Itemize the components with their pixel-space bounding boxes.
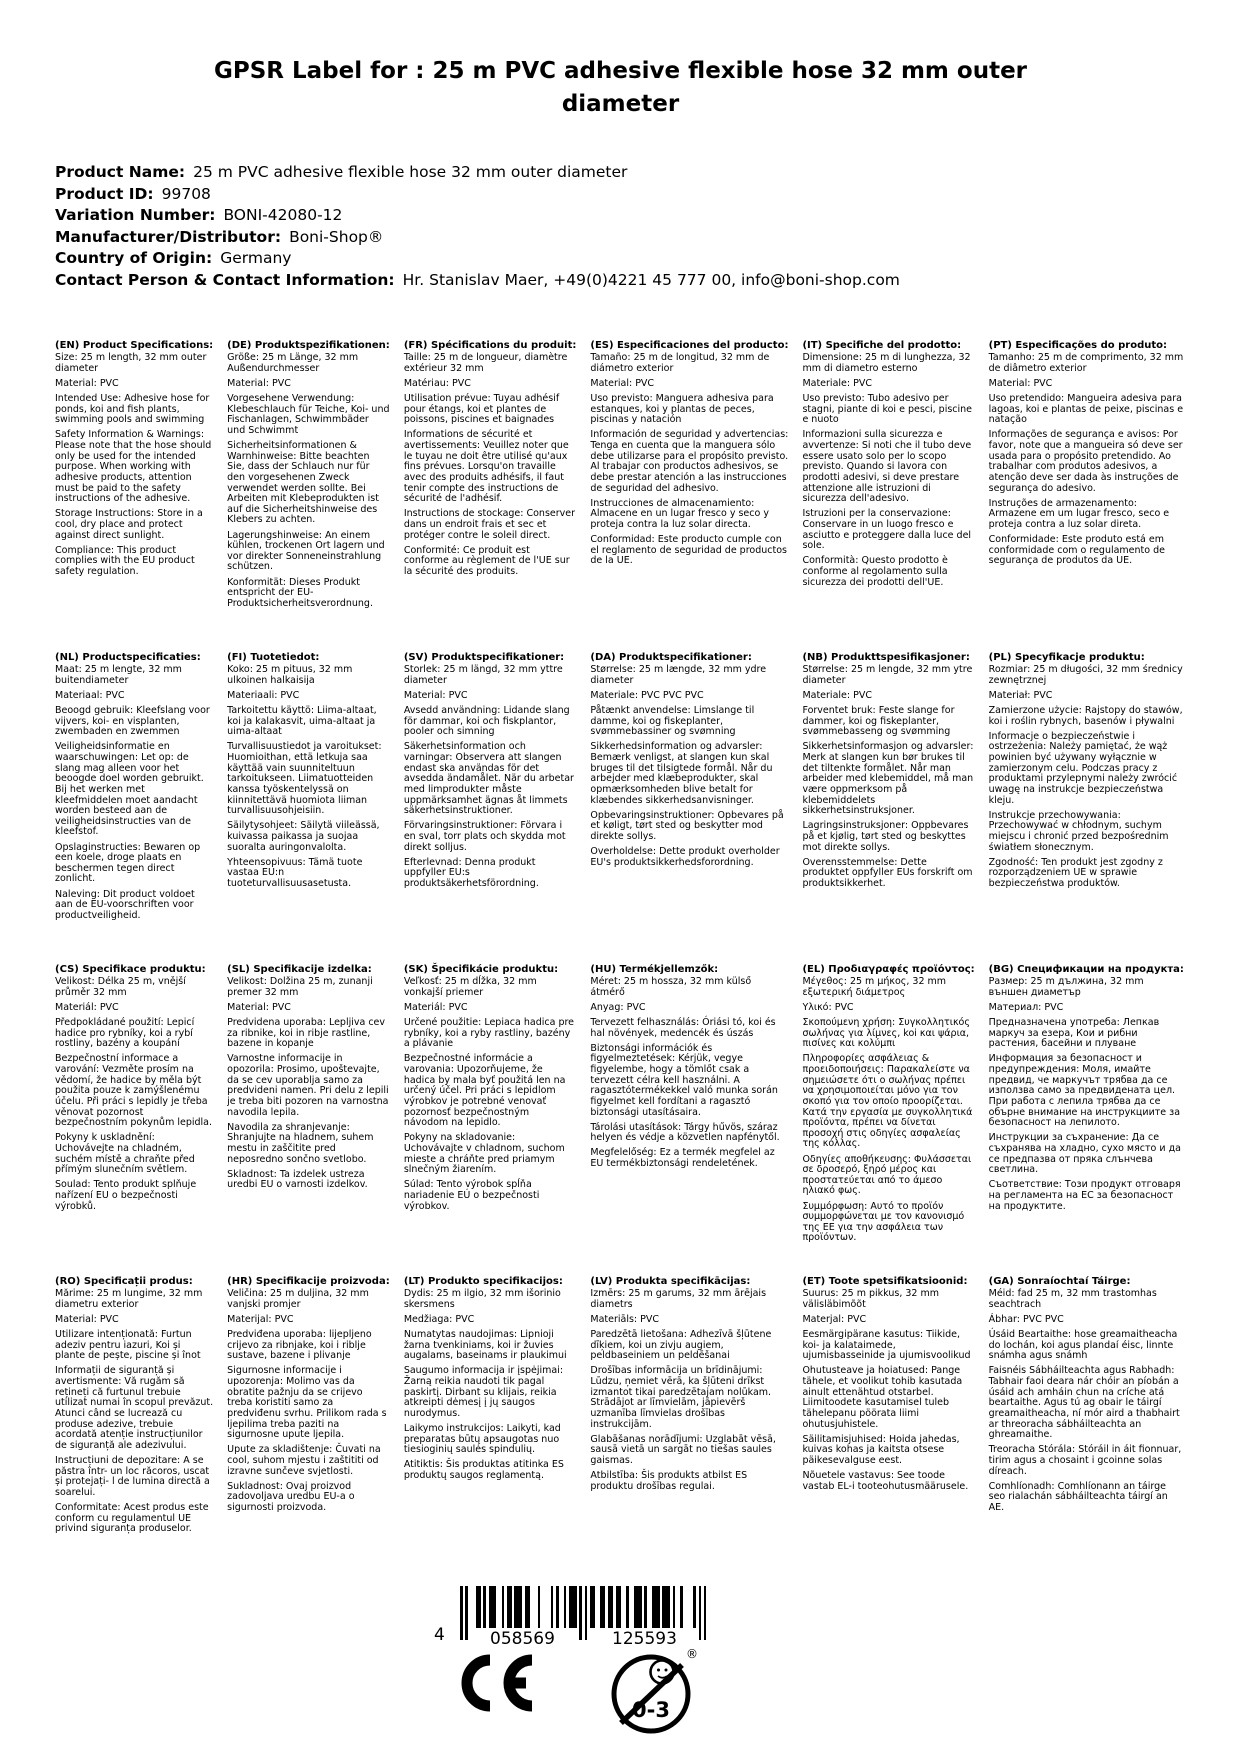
block-paragraph: Ohutusteave ja hoiatused: Pange tähele, et voolikut tohib kasutada ainult ettenähtud otstarbel. Liimitoodete kasutamisel tuleb tähelepanu pöörata liimi ohutusjuhistele. — [802, 1365, 963, 1430]
block-paragraph: Matériau: PVC — [403, 377, 471, 389]
info-value: Germany — [220, 249, 292, 267]
block-paragraph: Velikost: Délka 25 m, vnější průměr 32 mm — [55, 976, 186, 998]
block-paragraph: Informacje o bezpieczeństwie i ostrzeżenia: Należy pamiętać, że wąż powinien być używany wyłącznie w zamierzonym celu. Podczas pracy z produktami przylepnymi należy zwrócić uwagę na instrukcje bezpieczeństwa kleju. — [988, 730, 1178, 806]
block-paragraph: Vorgesehene Verwendung: Klebeschlauch für Teiche, Koi- und Fischanlagen, Schwimmbäder und Schwimmt — [227, 393, 390, 436]
block-title: (DE) Produktspezifikationen: — [227, 340, 390, 351]
block-title: (HR) Specifikacije proizvoda: — [227, 1276, 390, 1287]
block-paragraph: Lagerungshinweise: An einem kühlen, trockenen Ort lagern und vor direkter Sonneneinstrahlung schützen. — [227, 529, 385, 573]
barcode-digits-right: 125593 — [612, 1629, 677, 1649]
block-paragraph: Påtænkt anvendelse: Limslange til damme, koi og fiskeplanter, svømmebassiner og svømning — [590, 705, 755, 738]
block-paragraph: Sikkerhetsinformasjon og advarsler: Merk at slangen kun bør brukes til det tiltenkte formålet. Når man arbeider med klebemiddel, må man være oppmerksom på klebemiddelets sikkerhetsinstruksjoner. — [802, 741, 974, 817]
block-paragraph: Forventet bruk: Feste slange for dammer, koi og fiskeplanter, svømmebasseng og svømming — [802, 705, 955, 738]
block-paragraph: Varnostne informacije in opozorila: Prosimo, upoštevajte, da se cev uporablja samo za predvideni namen. Pri delu z lepili je treba biti pozoren na varnostna navodila lepila. — [227, 1053, 389, 1118]
block-paragraph: Conformità: Questo prodotto è conforme al regolamento sulla sicurezza dei prodotti dell'UE. — [802, 555, 948, 588]
product-info-section — [55, 162, 900, 291]
block-title: (SL) Specifikacije izdelka: — [227, 964, 372, 975]
block-paragraph: Avsedd användning: Lidande slang för dammar, koi och fiskplantor, pooler och simning — [403, 705, 570, 738]
block-paragraph: Sicherheitsinformationen & Warnhinweise: Bitte beachten Sie, dass der Schlauch nur für den vorgesehenen Zweck verwendet werden sollte. Bei Arbeiten mit Klebeprodukten ist auf die Sicherheitshinweise des Klebers zu achten. — [227, 440, 379, 526]
block-paragraph: Storage Instructions: Store in a cool, dry place and protect against direct sunlight. — [55, 508, 203, 541]
lang-block-fr — [404, 340, 577, 652]
block-paragraph: Overensstemmelse: Dette produktet oppfyller EUs forskrift om produktsikkerhet. — [802, 856, 973, 889]
block-paragraph: Předpokládané použití: Lepicí hadice pro rybníky, koi a rybí rostliny, bazény a koupání — [55, 1017, 195, 1050]
block-paragraph: Größe: 25 m Länge, 32 mm Außendurchmesser — [227, 352, 359, 374]
info-value: BONI-42080-12 — [223, 206, 343, 224]
info-label: Product ID: — [55, 184, 154, 203]
block-paragraph: Rozmiar: 25 m długości, 32 mm średnicy zewnętrznej — [988, 664, 1183, 686]
block-paragraph: Πληροφορίες ασφάλειας & προειδοποιήσεις: Παρακαλείστε να σημειώσετε ότι ο σωλήνας πρέπει να χρησιμοποιείται μόνο για τον σκοπό για τον οποίο προορίζεται. Κατά την εργασία με συγκολλητικά προϊόντα, πρέπει να δίνεται προσοχή στις οδηγίες ασφαλείας της κόλλας. — [802, 1053, 973, 1150]
block-paragraph: Información de seguridad y advertencias: Tenga en cuenta que la manguera sólo debe utilizarse para el propósito previsto. Al trabajar con productos adhesivos, se debe prestar atención a las instrucciones de seguridad del adhesivo. — [590, 429, 789, 494]
block-paragraph: Tarkoitettu käyttö: Liima-altaat, koi ja kalakasvit, uima-altaat ja uima-altaat — [227, 705, 377, 738]
lang-block-pt — [989, 340, 1184, 652]
block-paragraph: Material: PVC — [55, 1313, 119, 1325]
block-paragraph: Glabāšanas norādījumi: Uzglabāt vēsā, sausā vietā un sargāt no tiešas saules gaismas. — [590, 1433, 776, 1466]
barcode-bar — [704, 1586, 707, 1640]
block-paragraph: Instructions de stockage: Conserver dans un endroit frais et sec et protéger contre le soleil direct. — [403, 508, 576, 541]
block-paragraph: Zgodność: Ten produkt jest zgodny z rozporządzeniem UE w sprawie bezpieczeństwa produktów. — [988, 856, 1163, 889]
block-paragraph: Intended Use: Adhesive hose for ponds, koi and fish plants, swimming pools and swimming — [55, 393, 210, 426]
block-paragraph: Uso previsto: Tubo adesivo per stagni, piante di koi e pesci, piscine e nuoto — [802, 393, 973, 426]
info-label: Variation Number: — [55, 206, 216, 224]
lang-block-sk — [404, 964, 577, 1276]
block-paragraph: Anyag: PVC — [590, 1001, 646, 1013]
block-paragraph: Overholdelse: Dette produkt overholder EU's produktsikkerhedsforordning. — [590, 846, 780, 868]
block-title: (SV) Produktspecifikationer: — [403, 652, 565, 663]
block-paragraph: Σκοπούμενη χρήση: Συγκολλητικός σωλήνας για λίμνες, koi και ψάρια, πισίνες και κολύμπι — [802, 1017, 970, 1050]
block-paragraph: Säkerhetsinformation och varningar: Observera att slangen endast ska användas för det avsedda ändamålet. När du arbetar med limprodukter måste uppmärksamhet ägnas åt limmets säkerhetsinstruktioner. — [403, 741, 574, 817]
block-paragraph: Drošības informācija un brīdinājumi: Lūdzu, ņemiet vērā, ka šļūteni drīkst izmantot tikai paredzētajam nolūkam. Strādājot ar līmvielām, jāpievērš uzmanība līmvielas drošības instrukcijām. — [590, 1365, 772, 1430]
block-paragraph: Veiligheidsinformatie en waarschuwingen: Let op: de slang mag alleen voor het beoogde doel worden gebruikt. Bij het werken met kleefmiddelen moet aandacht worden besteed aan de veiligheidsinstructies van de kleefstof. — [55, 741, 204, 838]
lang-block-ro — [55, 1276, 213, 1588]
block-paragraph: Mărime: 25 m lungime, 32 mm diametru exterior — [55, 1288, 203, 1310]
block-paragraph: Material: PVC — [227, 1001, 291, 1013]
block-paragraph: Méret: 25 m hossza, 32 mm külső átmérő — [590, 976, 752, 998]
block-paragraph: Informații de siguranță și avertismente: Vă rugăm să rețineți că furtunul trebuie utilizat numai în scopul prevăzut. Atunci când se lucrează cu produse adezive, trebuie acordată atenție instrucțiunilor de siguranță ale adezivului. — [55, 1365, 214, 1451]
block-paragraph: Veľkosť: 25 m dĺžka, 32 mm vonkajší priemer — [403, 976, 537, 998]
lang-block-pl — [989, 652, 1184, 964]
block-paragraph: Megfelelőség: Ez a termék megfelel az EU termékbiztonsági rendeletének. — [590, 1147, 775, 1170]
block-paragraph: Материал: PVC — [988, 1001, 1064, 1013]
block-paragraph: Materijal: PVC — [227, 1313, 294, 1325]
block-title: (FI) Tuotetiedot: — [227, 652, 320, 663]
block-paragraph: Efterlevnad: Denna produkt uppfyller EU:s produktsäkerhetsförordning. — [403, 856, 539, 889]
block-paragraph: Velikost: Dolžina 25 m, zunanji premer 32 mm — [227, 976, 373, 998]
block-paragraph: Informações de segurança e avisos: Por favor, note que a mangueira só deve ser usada para o propósito pretendido. Ao trabalhar com produtos adesivos, a atenção deve ser dada às instruções de segurança do adesivo. — [988, 429, 1183, 494]
info-value: Hr. Stanislav Maer, +49(0)4221 45 777 00, info@boni-shop.com — [402, 270, 900, 289]
block-paragraph: Uso previsto: Manguera adhesiva para estanques, koi y plantas de peces, piscinas y natación — [590, 393, 774, 426]
language-specs-grid — [55, 340, 1184, 1588]
block-title: (BG) Спецификации на продукта: — [988, 964, 1184, 975]
lang-block-hu — [590, 964, 788, 1276]
product-info-row — [55, 184, 900, 206]
block-paragraph: Ábhar: PVC PVC — [988, 1313, 1064, 1325]
block-title: (RO) Specificații produs: — [55, 1276, 193, 1287]
block-paragraph: Säilytysohjeet: Säilytä viileässä, kuivassa paikassa ja suojaa suoralta auringonvalolta. — [227, 820, 380, 853]
barcode-digits-left: 058569 — [490, 1629, 555, 1649]
block-paragraph: Conformité: Ce produit est conforme au règlement de l'UE sur la sécurité des produits. — [403, 544, 570, 577]
block-title: (LT) Produkto specifikacijos: — [403, 1276, 563, 1287]
block-paragraph: Taille: 25 m de longueur, diamètre extérieur 32 mm — [403, 352, 568, 374]
info-label: Manufacturer/Distributor: — [55, 227, 282, 246]
block-paragraph: Υλικό: PVC — [802, 1001, 854, 1013]
block-paragraph: Förvaringsinstruktioner: Förvara i en sval, torr plats och skydda mot direkt solljus. — [403, 820, 566, 853]
block-paragraph: Skladnost: Ta izdelek ustreza uredbi EU o varnosti izdelkov. — [227, 1168, 368, 1191]
block-paragraph: Bezpečnostní informace a varování: Vezměte prosím na vědomí, že hadice by měla být použita pouze k zamýšlenému účelu. Při práci s lepidly je třeba věnovat pozornost bezpečnostním pokynům lepidla. — [55, 1053, 213, 1129]
block-paragraph: Sigurnosne informacije i upozorenja: Molimo vas da obratite pažnju da se crijevo treba koristiti samo za predviđenu svrhu. Prilikom rada s ljepilima treba paziti na sigurnosne upute ljepila. — [227, 1365, 387, 1441]
block-paragraph: Инструкции за съхранение: Да се съхранява на хладно, сухо място и да се предпазва от пряка слънчева светлина. — [988, 1132, 1181, 1176]
block-paragraph: Konformität: Dieses Produkt entspricht der EU-Produktsicherheitsverordnung. — [227, 576, 373, 609]
ce-mark-icon — [455, 1652, 537, 1718]
block-paragraph: Medžiaga: PVC — [403, 1313, 475, 1325]
block-paragraph: Material: PVC — [403, 689, 468, 701]
block-paragraph: Material: PVC — [988, 377, 1053, 389]
block-paragraph: Compliance: This product complies with the EU product safety regulation. — [55, 544, 195, 577]
info-label: Contact Person & Contact Information: — [55, 270, 395, 289]
block-paragraph: Yhteensopivuus: Tämä tuote vastaa EU:n tuoteturvallisuusasetusta. — [227, 856, 363, 889]
block-paragraph: Úsáid Beartaithe: hose greamaitheacha do lochán, koi agus plandaí éisc, linnte snámha agus snámh — [988, 1329, 1178, 1362]
block-paragraph: Συμμόρφωση: Αυτό το προϊόν συμμορφώνεται με τον κανονισμό της ΕΕ για την ασφάλεια των προϊόντων. — [802, 1200, 965, 1244]
block-title: (SK) Špecifikácie produktu: — [403, 964, 559, 975]
lang-block-bg — [989, 964, 1184, 1276]
block-paragraph: Instrukcje przechowywania: Przechowywać w chłodnym, suchym miejscu i chronić przed bezpośrednim światłem słonecznym. — [988, 809, 1169, 853]
block-paragraph: Sukladnost: Ovaj proizvod zadovoljava uredbu EU-a o sigurnosti proizvoda. — [227, 1480, 355, 1513]
block-paragraph: Bezpečnostné informácie a varovania: Upozorňujeme, že hadica by mala byť použitá len na určený účel. Pri práci s lepidlom výrobkov je potrebné venovať pozornosť bezpečnostným návodom na lepidlo. — [403, 1053, 566, 1129]
block-paragraph: Materiaali: PVC — [227, 689, 300, 701]
block-paragraph: Istruzioni per la conservazione: Conservare in un luogo fresco e asciutto e proteggere dalla luce del sole. — [802, 508, 972, 552]
block-paragraph: Treoracha Stórála: Stóráil in áit fionnuar, tirim agus a chosaint i gcoinne solas díreach. — [988, 1444, 1182, 1477]
block-paragraph: Предназначена употреба: Лепкав маркуч за езера, Кои и рибни растения, басейни и плуване — [988, 1017, 1160, 1050]
block-title: (EL) Προδιαγραφές προϊόντος: — [802, 964, 975, 975]
block-paragraph: Οδηγίες αποθήκευσης: Φυλάσσεται σε δροσερό, ξηρό μέρος και προστατεύεται από το άμεσο ηλιακό φως. — [802, 1153, 972, 1197]
block-paragraph: Размер: 25 m дължина, 32 mm външен диаметър — [988, 976, 1144, 998]
block-paragraph: Μέγεθος: 25 m μήκος, 32 mm εξωτερική διάμετρος — [802, 976, 947, 998]
block-paragraph: Koko: 25 m pituus, 32 mm ulkoinen halkaisija — [227, 664, 353, 686]
lang-block-lt — [404, 1276, 577, 1588]
lang-block-sl — [227, 964, 390, 1276]
block-paragraph: Izmērs: 25 m garums, 32 mm ārējais diametrs — [590, 1288, 767, 1310]
block-title: (ES) Especificaciones del producto: — [590, 340, 789, 351]
block-paragraph: Uso pretendido: Mangueira adesiva para lagoas, koi e plantas de peixe, piscinas e natação — [988, 393, 1184, 426]
block-paragraph: Materiale: PVC — [802, 689, 872, 701]
block-paragraph: Upute za skladištenje: Čuvati na cool, suhom mjestu i zaštititi od izravne sunčeve svjetlosti. — [227, 1444, 381, 1477]
block-paragraph: Sikkerhedsinformation og advarsler: Bemærk venligst, at slangen kun skal bruges til det tilsigtede formål. Når du arbejder med klæbeprodukter, skal opmærksomheden blive betalt for klæbendes sikkerhedsanvisninger. — [590, 741, 773, 806]
block-paragraph: Materjal: PVC — [802, 1313, 867, 1325]
block-paragraph: Atbilstība: Šis produkts atbilst ES produktu drošības regulai. — [590, 1470, 748, 1492]
block-paragraph: Materiale: PVC — [802, 377, 872, 389]
block-paragraph: Pokyny k uskladnění: Uchovávejte na chladném, suchém místě a chraňte před přímým slunečním světlem. — [55, 1132, 195, 1176]
block-title: (FR) Spécifications du produit: — [403, 340, 577, 351]
lang-block-hr — [227, 1276, 390, 1588]
lang-block-it — [802, 340, 974, 652]
block-paragraph: Tervezett felhasználás: Óriási tó, koi és hal növények, medencék és úszás — [590, 1017, 776, 1039]
block-paragraph: Conformitate: Acest produs este conform cu regulamentul UE privind siguranța produselor. — [55, 1501, 209, 1535]
block-paragraph: Predvidena uporaba: Lepljiva cev za ribnike, koi in ribje rastline, bazene in kopanje — [227, 1017, 386, 1050]
block-paragraph: Dydis: 25 m ilgio, 32 mm išorinio skersmens — [403, 1288, 561, 1310]
block-paragraph: Méid: fad 25 m, 32 mm trastomhas seachtrach — [988, 1288, 1157, 1310]
lang-block-et — [802, 1276, 974, 1588]
block-paragraph: Съответствие: Този продукт отговаря на регламента на ЕС за безопасност на продуктите. — [988, 1179, 1181, 1212]
block-paragraph: Instrucțiuni de depozitare: A se păstra într- un loc răcoros, uscat și protejați- l de lumina directă a soarelui. — [55, 1454, 210, 1498]
lang-block-el — [802, 964, 974, 1276]
block-paragraph: Tamanho: 25 m de comprimento, 32 mm de diâmetro exterior — [988, 352, 1184, 374]
lang-block-nb — [802, 652, 974, 964]
block-paragraph: Opbevaringsinstruktioner: Opbevares på et køligt, tørt sted og beskytter mod direkte sollys. — [590, 809, 784, 842]
block-paragraph: Navodila za shranjevanje: Shranjujte na hladnem, suhem mestu in zaščitite pred neposredno sončno svetlobo. — [227, 1121, 374, 1165]
lang-block-sv — [404, 652, 577, 964]
product-info-row — [55, 205, 900, 227]
block-paragraph: Størrelse: 25 m længde, 32 mm ydre diameter — [590, 664, 767, 686]
block-paragraph: Dimensione: 25 m di lunghezza, 32 mm di diametro esterno — [802, 352, 971, 374]
info-label: Product Name: — [55, 163, 186, 181]
block-paragraph: Súlad: Tento výrobok spĺňa nariadenie EÚ o bezpečnosti výrobkov. — [403, 1179, 540, 1212]
lang-block-da — [590, 652, 788, 964]
block-paragraph: Materiaal: PVC — [55, 689, 125, 701]
info-value: Boni-Shop® — [289, 227, 384, 246]
block-paragraph: Materiale: PVC PVC PVC — [590, 689, 704, 701]
block-paragraph: Информация за безопасност и предупреждения: Моля, имайте предвид, че маркучът трябва да се използва само за предвидената цел. При работа с лепила трябва да се обърне внимание на инструкциите за безопасност на лепилото. — [988, 1053, 1181, 1129]
info-value: 25 m PVC adhesive flexible hose 32 mm outer diameter — [193, 163, 628, 181]
product-info-row — [55, 227, 900, 249]
block-paragraph: Conformidade: Este produto está em conformidade com o regulamento de segurança de produtos da UE. — [988, 534, 1165, 567]
barcode-digit-lead: 4 — [434, 1625, 445, 1645]
block-paragraph: Nõuetele vastavus: See toode vastab EL-i tooteohutusmäärusele. — [802, 1470, 969, 1492]
block-paragraph: Naleving: Dit product voldoet aan de EU-voorschriften voor productveiligheid. — [55, 888, 195, 921]
block-paragraph: Storlek: 25 m längd, 32 mm yttre diameter — [403, 664, 563, 686]
lang-block-en — [55, 340, 213, 652]
info-label: Country of Origin: — [55, 249, 213, 267]
block-paragraph: Informations de sécurité et avertissements: Veuillez noter que le tuyau ne doit être utilisé qu'aux fins prévues. Lorsqu'on travaille avec des produits adhésifs, il faut tenir compte des instructions de sécurité de l'adhésif. — [403, 429, 569, 505]
product-info-row — [55, 270, 900, 292]
block-paragraph: Material: PVC — [227, 377, 291, 389]
lang-block-es — [590, 340, 788, 652]
block-paragraph: Safety Information & Warnings: Please note that the hose should only be used for the intended purpose. When working with adhesive products, attention must be paid to the safety instructions of the adhesive. — [55, 429, 212, 505]
block-paragraph: Určené použitie: Lepiaca hadica pre rybníky, koi a ryby rastliny, bazény a plávanie — [403, 1017, 575, 1050]
block-paragraph: Material: PVC — [590, 377, 655, 389]
block-title: (PT) Especificações do produto: — [988, 340, 1167, 351]
block-title: (NL) Productspecificaties: — [55, 652, 201, 663]
lang-block-ga — [989, 1276, 1184, 1588]
block-paragraph: Soulad: Tento produkt splňuje nařízení EU o bezpečnosti výrobků. — [55, 1179, 197, 1212]
block-paragraph: Veličina: 25 m duljina, 32 mm vanjski promjer — [227, 1288, 369, 1310]
block-paragraph: Lagringsinstruksjoner: Oppbevares på et kjølig, tørt sted og beskyttes mot direkte sollys. — [802, 820, 969, 853]
block-title: (PL) Specyfikacje produktu: — [988, 652, 1145, 663]
block-paragraph: Materiał: PVC — [988, 689, 1053, 701]
block-title: (LV) Produkta specifikācijas: — [590, 1276, 751, 1287]
block-title: (HU) Termékjellemzők: — [590, 964, 719, 975]
block-paragraph: Informazioni sulla sicurezza e avvertenze: Si noti che il tubo deve essere usato solo per lo scopo previsto. Quando si lavora con prodotti adesivi, si deve prestare attenzione alle istruzioni di sicurezza dell'adesivo. — [802, 429, 972, 505]
lang-block-de — [227, 340, 390, 652]
block-paragraph: Materiál: PVC — [55, 1001, 119, 1013]
product-info-row — [55, 162, 900, 184]
block-title: (DA) Produktspecifikationer: — [590, 652, 752, 663]
block-paragraph: Laikymo instrukcijos: Laikyti, kad preparatas būtų apsaugotas nuo tiesioginių saulės spindulių. — [403, 1423, 561, 1456]
block-paragraph: Utilisation prévue: Tuyau adhésif pour étangs, koi et plantes de poissons, piscines et baignades — [403, 393, 560, 426]
block-paragraph: Materiāls: PVC — [590, 1313, 660, 1325]
block-paragraph: Beoogd gebruik: Kleefslang voor vijvers, koi- en visplanten, zwembaden en zwemmen — [55, 705, 210, 738]
block-paragraph: Tamaño: 25 m de longitud, 32 mm de diámetro exterior — [590, 352, 770, 374]
lang-block-lv — [590, 1276, 788, 1588]
block-paragraph: Conformidad: Este producto cumple con el reglamento de seguridad de productos de la UE. — [590, 534, 787, 567]
block-paragraph: Eesmärgipärane kasutus: Tiikide, koi- ja kalataimede, ujumisbasseinide ja ujumisvoolikud — [802, 1329, 971, 1362]
registered-mark: ® — [686, 1647, 698, 1661]
block-title: (EN) Product Specifications: — [55, 340, 214, 351]
block-paragraph: Utilizare intenționată: Furtun adeziv pentru iazuri, Koi și plante de pește, piscine și înot — [55, 1329, 201, 1362]
block-paragraph: Materiál: PVC — [403, 1001, 468, 1013]
lang-block-cs — [55, 964, 213, 1276]
block-paragraph: Atitiktis: Šis produktas atitinka ES produktų saugos reglamentą. — [403, 1459, 564, 1482]
block-title: (GA) Sonraíochtaí Táirge: — [988, 1276, 1131, 1287]
block-paragraph: Opslaginstructies: Bewaren op een koele, droge plaats en beschermen tegen direct zonlicht. — [55, 841, 201, 885]
block-paragraph: Størrelse: 25 m lengde, 32 mm ytre diameter — [802, 664, 973, 686]
block-paragraph: Instrucciones de almacenamiento: Almacene en un lugar fresco y seco y proteja contra la luz solar directa. — [590, 497, 769, 530]
block-paragraph: Faisnéis Sábháilteachta agus Rabhadh: Tabhair faoi deara nár chóir an píobán a úsáid ach amháin chun na críche atá beartaithe. Agus tú ag obair le táirgí greamaitheacha, ní mór aird a thabhairt ar threoracha sábháilteachta an ghreamaithe. — [988, 1365, 1180, 1441]
block-paragraph: Pokyny na skladovanie: Uchovávajte v chladnom, suchom mieste a chráňte pred priamym slnečným žiarením. — [403, 1132, 565, 1176]
block-paragraph: Instruções de armazenamento: Armazene em um lugar fresco, seco e proteja contra a luz solar direta. — [988, 497, 1170, 530]
page-title: GPSR Label for : 25 m PVC adhesive flexible hose 32 mm outer diameter — [213, 58, 1028, 118]
block-paragraph: Säilitamisjuhised: Hoida jahedas, kuivas kohas ja kaitsta otsese päikesevalguse eest. — [802, 1433, 960, 1466]
block-title: (IT) Specifiche del prodotto: — [802, 340, 962, 351]
lang-block-nl — [55, 652, 213, 964]
block-paragraph: Paredzētā lietošana: Adhezīvā šļūtene dīķiem, koi un zivju augiem, peldbaseiniem un peldēšanai — [590, 1329, 772, 1362]
block-paragraph: Suurus: 25 m pikkus, 32 mm välisläbimõõt — [802, 1288, 939, 1310]
block-title: (ET) Toote spetsifikatsioonid: — [802, 1276, 968, 1287]
lang-block-fi — [227, 652, 390, 964]
block-paragraph: Zamierzone użycie: Rajstopy do stawów, koi i roślin rybnych, basenów i pływalni — [988, 705, 1183, 727]
block-title: (CS) Specifikace produktu: — [55, 964, 206, 975]
block-paragraph: Saugumo informacija ir įspėjimai: Žarną reikia naudoti tik pagal paskirtį. Dirbant su klijais, reikia atkreipti dėmesį į jų saugos nurodymus. — [403, 1365, 564, 1419]
block-paragraph: Numatytas naudojimas: Lipnioji žarna tvenkiniams, koi ir žuvies augalams, baseinams ir plaukimui — [403, 1329, 567, 1362]
block-paragraph: Size: 25 m length, 32 mm outer diameter — [55, 352, 207, 374]
block-paragraph: Material: PVC — [55, 377, 119, 389]
block-paragraph: Comhlíonadh: Comhlíonann an táirge seo rialachán sábháilteachta táirgí an AE. — [988, 1480, 1168, 1513]
age-warning-label: 0-3 — [632, 1698, 670, 1722]
block-paragraph: Tárolási utasítások: Tárgy hűvös, száraz helyen és védje a közvetlen napfénytől. — [590, 1121, 780, 1144]
block-paragraph: Biztonsági információk és figyelmeztetések: Kérjük, vegye figyelembe, hogy a tömlőt csak a tervezett célra kell használni. A ragasztótermékekkel való munka során figyelmet kell fordítani a ragasztó biztonsági utasításaira. — [590, 1042, 778, 1118]
age-warning-icon — [610, 1642, 702, 1742]
block-paragraph: Turvallisuustiedot ja varoitukset: Huomioithan, että letkuja saa käyttää vain suunniteltuun tarkoitukseen. Liimatuotteiden kanssa työskentelyssä on kiinnitettävä huomiota liiman turvallisuusohjeisiin. — [227, 741, 382, 817]
block-title: (NB) Produkttspesifikasjoner: — [802, 652, 970, 663]
block-paragraph: Maat: 25 m lengte, 32 mm buitendiameter — [55, 664, 182, 686]
info-value: 99708 — [161, 184, 211, 203]
block-paragraph: Predviđena uporaba: lijepljeno crijevo za ribnjake, koi i riblje sustave, bazene i plivanje — [227, 1329, 372, 1362]
product-info-row — [55, 248, 900, 270]
